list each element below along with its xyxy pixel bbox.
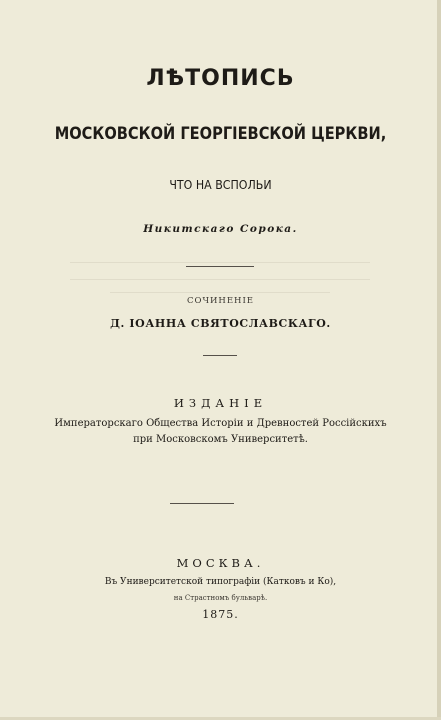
bleed-through — [70, 262, 370, 263]
subtitle: МОСКОВСКОЙ ГЕОРГІЕВСКОЙ ЦЕРКВИ, — [54, 124, 387, 144]
work-by-label: СОЧИНЕНІЕ — [186, 296, 255, 306]
city: МОСКВА. — [176, 556, 265, 570]
location-line: ЧТО НА ВСПОЛЬИ — [169, 178, 272, 192]
bleed-through — [110, 292, 330, 293]
publisher-line-2: при Московскомъ Университетѣ. — [133, 434, 308, 445]
district-line: Никитскаго Сорока. — [143, 223, 298, 235]
edition-label: ИЗДАНІЕ — [173, 396, 268, 410]
year: 1875. — [202, 608, 239, 621]
divider-rule — [170, 503, 234, 504]
author: Д. ІОАННА СВЯТОСЛАВСКАГО. — [110, 317, 331, 330]
street-line: на Страстномъ бульварѣ. — [173, 594, 268, 602]
divider-rule — [186, 266, 254, 267]
bleed-through — [70, 279, 370, 280]
divider-rule — [203, 355, 237, 356]
publisher-line-1: Императорскаго Общества Исторіи и Древностей Россійскихъ — [54, 418, 387, 429]
printer-line: Въ Университетской типографіи (Катковъ и Ко), — [104, 577, 337, 587]
title: ЛѢТОПИСЬ — [146, 66, 295, 91]
page-edge — [437, 0, 441, 720]
